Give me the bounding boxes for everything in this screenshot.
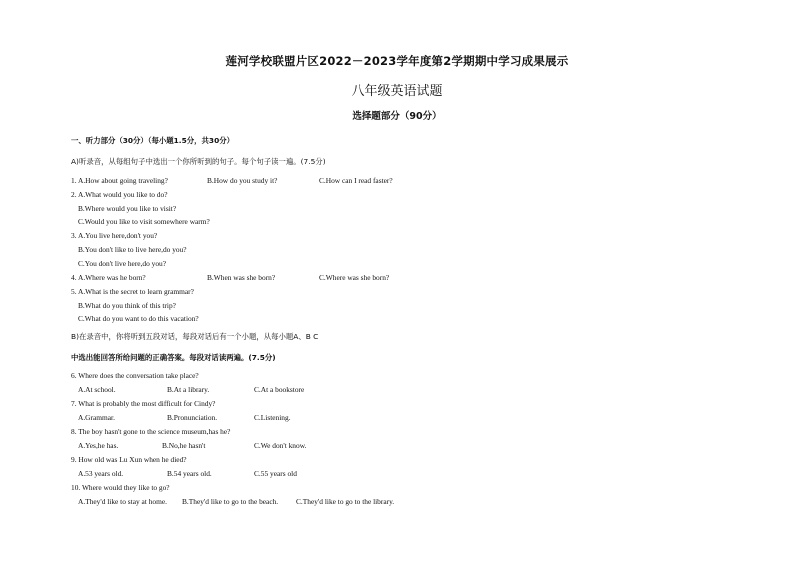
q6-option-a: A.At school. — [78, 385, 116, 394]
part-a-instruction: A)听录音，从每组句子中选出一个你所听到的句子。每个句子读一遍。(7.5分) — [71, 157, 326, 166]
q8-option-b: B.No,he hasn't — [162, 441, 206, 450]
question-1 — [71, 176, 393, 186]
q1-option-c: C.How can I read faster? — [319, 176, 393, 185]
q9-option-a: A.53 years old. — [78, 469, 124, 478]
q7-option-b: B.Pronunciation. — [167, 413, 218, 422]
q5-option-a: 5. A.What is the secret to learn grammar? — [71, 287, 194, 296]
question-9-options — [78, 469, 297, 479]
q1-option-a: 1. A.How about going traveling? — [71, 176, 168, 185]
q3-option-c: C.You don't live here,do you? — [78, 259, 167, 268]
question-8-options — [78, 441, 307, 451]
q10-option-a: A.They'd like to stay at home. — [78, 497, 167, 506]
section-heading: 选择题部分（90分） — [352, 111, 442, 122]
q3-option-a: 3. A.You live here,don't you? — [71, 231, 158, 240]
q6-option-c: C.At a bookstore — [254, 385, 305, 394]
q3-option-b: B.You don't like to live here,do you? — [78, 245, 187, 254]
q9-option-b: B.54 years old. — [167, 469, 212, 478]
question-6-options — [78, 385, 305, 395]
q7-option-c: C.Listening. — [254, 413, 291, 422]
q2-option-b: B.Where would you like to visit? — [78, 204, 177, 213]
q6-option-b: B.At a library. — [167, 385, 210, 394]
part1-heading: 一、听力部分（30分）（每小题1.5分，共30分） — [71, 136, 234, 145]
q10-stem: 10. Where would they like to go? — [71, 483, 170, 492]
q9-stem: 9. How old was Lu Xun when he died? — [71, 455, 187, 464]
q9-option-c: C.55 years old — [254, 469, 297, 478]
q5-option-c: C.What do you want to do this vacation? — [78, 314, 199, 323]
q2-option-c: C.Would you like to visit somewhere warm? — [78, 217, 210, 226]
exam-title: 莲河学校联盟片区2022－2023学年度第2学期期中学习成果展示 — [225, 54, 569, 68]
q10-option-c: C.They'd like to go to the library. — [296, 497, 395, 506]
q6-stem: 6. Where does the conversation take place? — [71, 371, 199, 380]
question-10-options — [78, 497, 395, 507]
q5-option-b: B.What do you think of this trip? — [78, 301, 176, 310]
q4-option-a: 4. A.Where was he born? — [71, 273, 146, 282]
q10-option-b: B.They'd like to go to the beach. — [182, 497, 279, 506]
exam-subtitle: 八年级英语试题 — [351, 84, 443, 99]
q7-option-a: A.Grammar. — [78, 413, 115, 422]
q8-option-a: A.Yes,he has. — [78, 441, 119, 450]
question-7-options — [78, 413, 291, 423]
q8-stem: 8. The boy hasn't gone to the science museum,has he? — [71, 427, 231, 436]
part-b-instruction-1: B)在录音中，你将听到五段对话，每段对话后有一个小题，从每小题A、B C — [71, 332, 319, 341]
question-4 — [71, 273, 390, 283]
q2-option-a: 2. A.What would you like to do? — [71, 190, 168, 199]
q7-stem: 7. What is probably the most difficult for Cindy? — [71, 399, 216, 408]
part-b-instruction-2: 中选出能回答所给问题的正确答案。每段对话读两遍。(7.5分) — [71, 353, 276, 362]
q4-option-b: B.When was she born? — [207, 273, 276, 282]
q8-option-c: C.We don't know. — [254, 441, 307, 450]
q1-option-b: B.How do you study it? — [207, 176, 278, 185]
q4-option-c: C.Where was she born? — [319, 273, 390, 282]
